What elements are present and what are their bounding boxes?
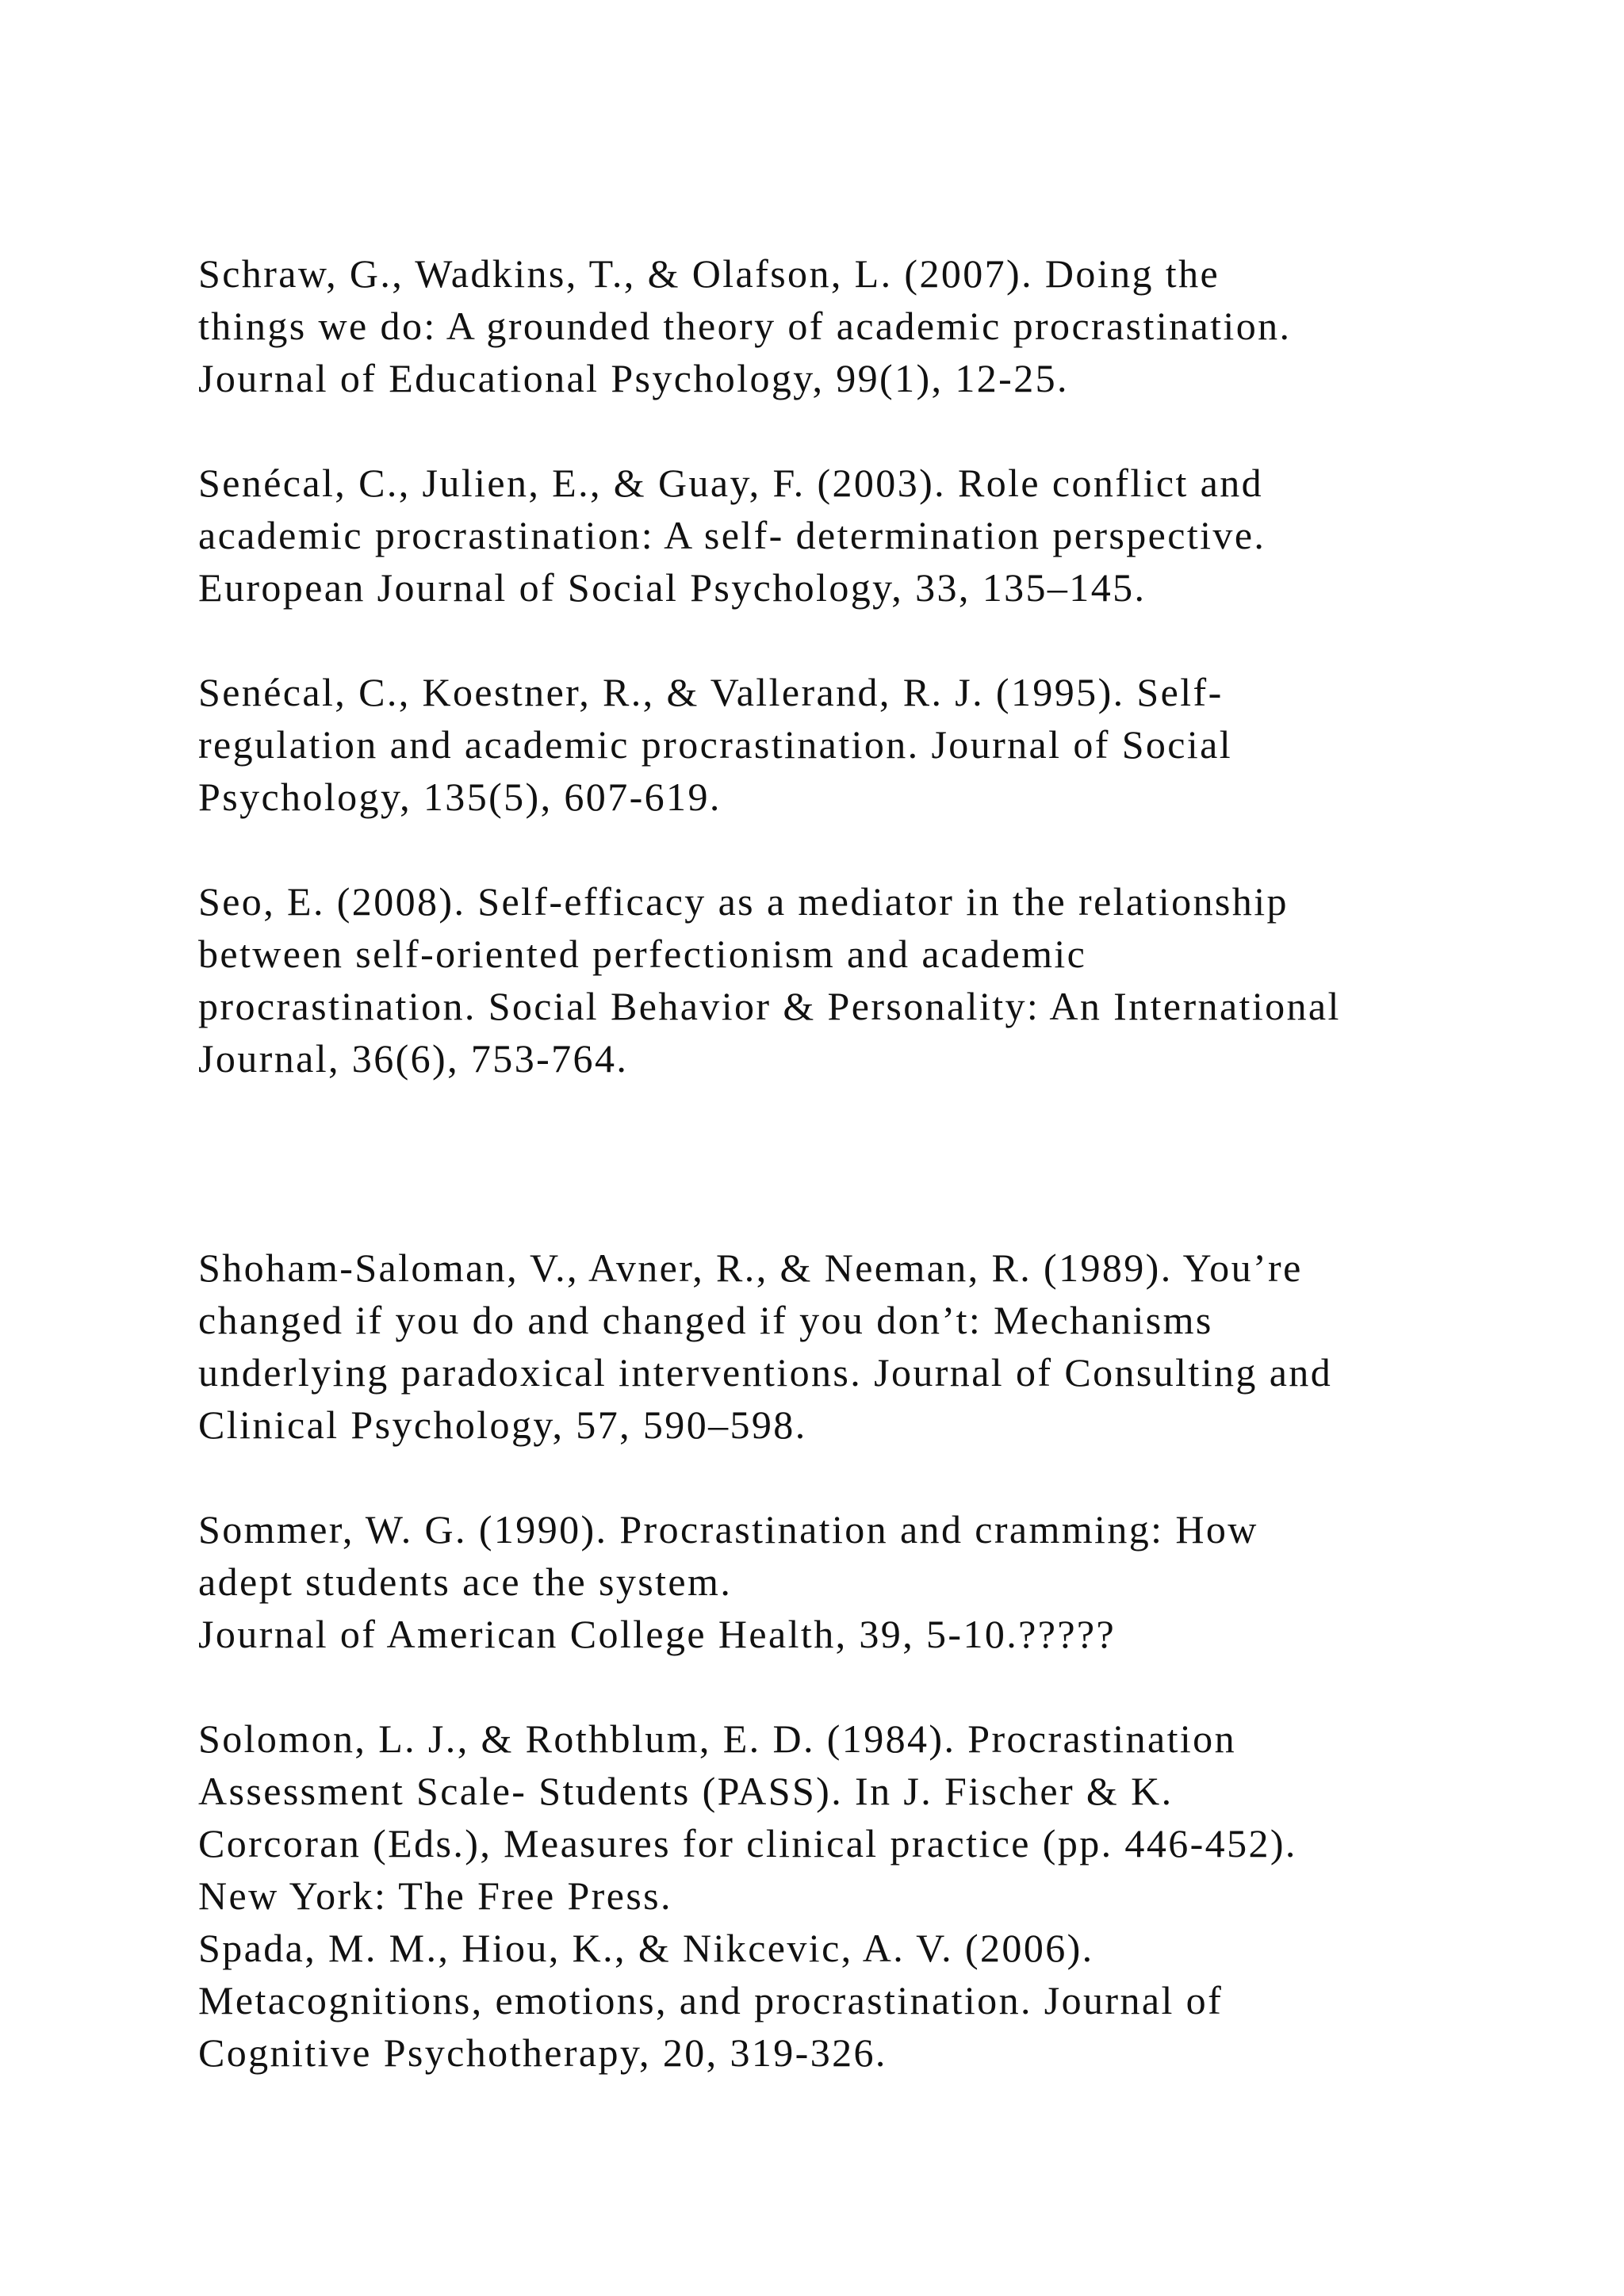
reference-line: Spada, M. M., Hiou, K., & Nikcevic, A. V. (2006). <box>198 1926 1094 1970</box>
reference-line: procrastination. Social Behavior & Personality: An International <box>198 984 1341 1028</box>
reference-line: Senécal, C., Julien, E., & Guay, F. (2003). Role conflict and <box>198 461 1264 505</box>
reference-entry-solomon <box>198 1712 1546 1922</box>
reference-entry-spada <box>198 1922 1546 2079</box>
reference-entry-senecal-1995 <box>198 666 1546 823</box>
reference-entry-schraw <box>198 247 1546 404</box>
reference-entry-seo <box>198 875 1546 1085</box>
reference-entry-senecal-2003 <box>198 457 1546 614</box>
reference-entry-sommer <box>198 1503 1546 1660</box>
paragraph-spacer <box>198 1451 1546 1503</box>
reference-line: Clinical Psychology, 57, 590–598. <box>198 1402 807 1447</box>
reference-line: regulation and academic procrastination. Journal of Social <box>198 722 1233 767</box>
reference-line: Shoham-Saloman, V., Avner, R., & Neeman, R. (1989). You’re <box>198 1246 1303 1290</box>
reference-line: Journal of American College Health, 39, 5-10.????? <box>198 1612 1116 1656</box>
reference-line: Cognitive Psychotherapy, 20, 319-326. <box>198 2030 887 2075</box>
reference-line: Psychology, 135(5), 607-619. <box>198 775 722 819</box>
reference-line: academic procrastination: A self- determination perspective. <box>198 513 1266 557</box>
reference-entry-shoham-saloman <box>198 1242 1546 1451</box>
reference-line: Sommer, W. G. (1990). Procrastination and cramming: How <box>198 1507 1258 1552</box>
paragraph-spacer <box>198 823 1546 875</box>
paragraph-spacer <box>198 614 1546 666</box>
reference-line: between self-oriented perfectionism and academic <box>198 932 1087 976</box>
reference-line: things we do: A grounded theory of academic procrastination. <box>198 304 1292 348</box>
reference-line: Metacognitions, emotions, and procrastination. Journal of <box>198 1978 1224 2022</box>
reference-line: changed if you do and changed if you don’t: Mechanisms <box>198 1298 1213 1342</box>
reference-line: Assessment Scale- Students (PASS). In J. Fischer & K. <box>198 1769 1174 1813</box>
reference-line: Corcoran (Eds.), Measures for clinical practice (pp. 446-452). <box>198 1821 1297 1866</box>
reference-line: Senécal, C., Koestner, R., & Vallerand, R. J. (1995). Self- <box>198 670 1224 714</box>
reference-line: Schraw, G., Wadkins, T., & Olafson, L. (2007). Doing the <box>198 251 1220 296</box>
paragraph-spacer <box>198 404 1546 457</box>
paragraph-spacer <box>198 1085 1546 1242</box>
reference-line: adept students ace the system. <box>198 1559 733 1604</box>
reference-line: Seo, E. (2008). Self-efficacy as a mediator in the relationship <box>198 879 1289 924</box>
reference-line: Solomon, L. J., & Rothblum, E. D. (1984). Procrastination <box>198 1716 1236 1761</box>
paragraph-spacer <box>198 1660 1546 1712</box>
reference-list <box>198 247 1546 2079</box>
reference-line: underlying paradoxical interventions. Journal of Consulting and <box>198 1350 1333 1395</box>
reference-line: Journal of Educational Psychology, 99(1), 12-25. <box>198 356 1069 400</box>
reference-line: European Journal of Social Psychology, 33, 135–145. <box>198 565 1147 610</box>
reference-line: New York: The Free Press. <box>198 1873 672 1918</box>
reference-line: Journal, 36(6), 753-764. <box>198 1036 629 1081</box>
